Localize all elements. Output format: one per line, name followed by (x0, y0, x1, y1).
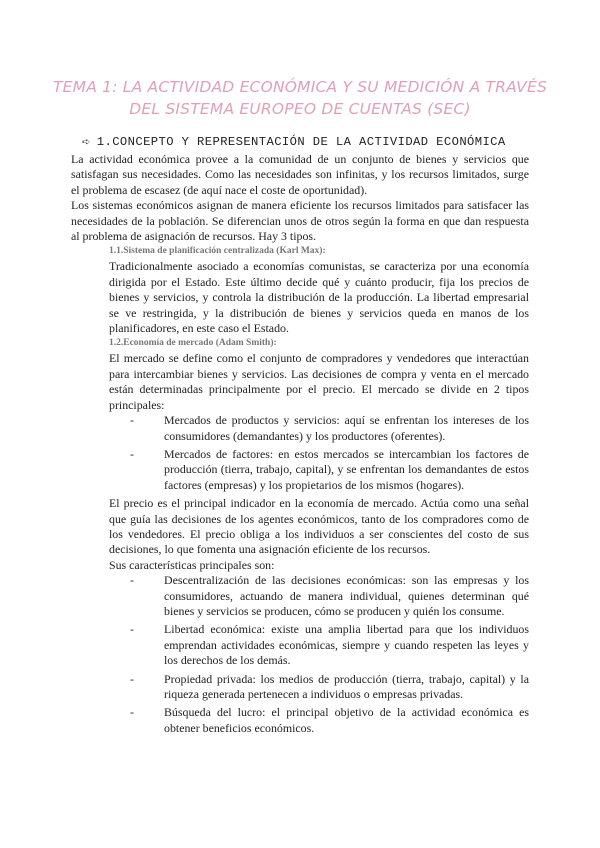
features-intro: Sus características principales son: (109, 557, 275, 572)
price-block (71, 496, 529, 573)
list-item: - Mercados de factores: en estos mercados se intercambian los factores de producción (tierra, trabajo, capital), y se enfrentan los demandantes de estos factores (empresas) y los propietarios de los mismos (hogares). (164, 447, 529, 493)
subsection-1-text: Tradicionalmente asociado a economías comunistas, se caracteriza por una economía dirigida por el Estado. Este último decide qué y cuánto producir, fija los precios de bienes y servicios, y controla la distribución de la producción. La libertad empresarial se ve restringida, y la distribución de bienes y servicios queda en manos de los planificadores, en este caso el Estado. (109, 259, 529, 336)
title-line-2: DEL SISTEMA EUROPEO DE CUENTAS (SEC) (129, 100, 471, 118)
document-title (40, 76, 560, 120)
price-paragraph: El precio es el principal indicador en la economía de mercado. Actúa como una señal que guía las decisiones de los agentes económicos, tanto de los compradores como de los vendedores. El precio obliga a los individuos a ser conscientes del costo de sus decisiones, lo que fomenta una asignación eficiente de los recursos. (109, 496, 529, 557)
list-item: - Descentralización de las decisiones económicas: son las empresas y los consumidores, actuando de manera individual, quienes determinan qué bienes y servicios se producen, cómo se producen y quién los consume. (164, 573, 529, 619)
subsection-2-heading: 1.2.Economía de mercado (Adam Smith): (109, 338, 277, 349)
list-item: - Búsqueda del lucro: el principal objetivo de la actividad económica es obtener beneficios económicos. (164, 705, 529, 736)
subsection-2 (71, 336, 529, 413)
list-item: - Mercados de productos y servicios: aquí se enfrentan los intereses de los consumidores (demandantes) y los productores (oferentes). (164, 413, 529, 444)
intro-paragraph-2: Los sistemas económicos asignan de manera eficiente los recursos limitados para satisfacer las necesidades de la población. Se diferencian unos de otros según la forma en que dan respuesta al problema de asignación de recursos. Hay 3 tipos. (71, 198, 529, 244)
title-line-1: TEMA 1: LA ACTIVIDAD ECONÓMICA Y SU MEDICIÓN A TRAVÉS (52, 78, 548, 96)
list-item: - Libertad económica: existe una amplia libertad para que los individuos emprendan actividades económicas, siempre y cuando respeten las leyes y los derechos de los demás. (164, 622, 529, 668)
features-list (71, 573, 529, 736)
subsection-2-text: El mercado se define como el conjunto de compradores y vendedores que interactúan para intercambiar bienes y servicios. Las decisiones de compra y venta en el mercado están determinadas principalmente por el precio. El mercado se divide en 2 tipos principales: (109, 351, 529, 412)
list-item: - Propiedad privada: los medios de producción (tierra, trabajo, capital) y la riqueza generada pertenecen a individuos o empresas privadas. (164, 672, 529, 703)
subsection-1-heading: 1.1.Sistema de planificación centralizada (Karl Max): (109, 246, 326, 257)
document-body (71, 152, 529, 739)
subsection-1 (71, 244, 529, 336)
markets-list (71, 413, 529, 493)
intro-paragraph-1: La actividad económica provee a la comunidad de un conjunto de bienes y servicios que satisfagan sus necesidades. Como las necesidades son infinitas, y los recursos limitados, surge el problema de escasez (de aquí nace el coste de oportunidad). (71, 152, 529, 197)
section-heading-text: 1.CONCEPTO Y REPRESENTACIÓN DE LA ACTIVIDAD ECONÓMICA (96, 135, 506, 149)
section-heading (82, 135, 552, 149)
arrow-icon: ➪ (82, 137, 91, 148)
